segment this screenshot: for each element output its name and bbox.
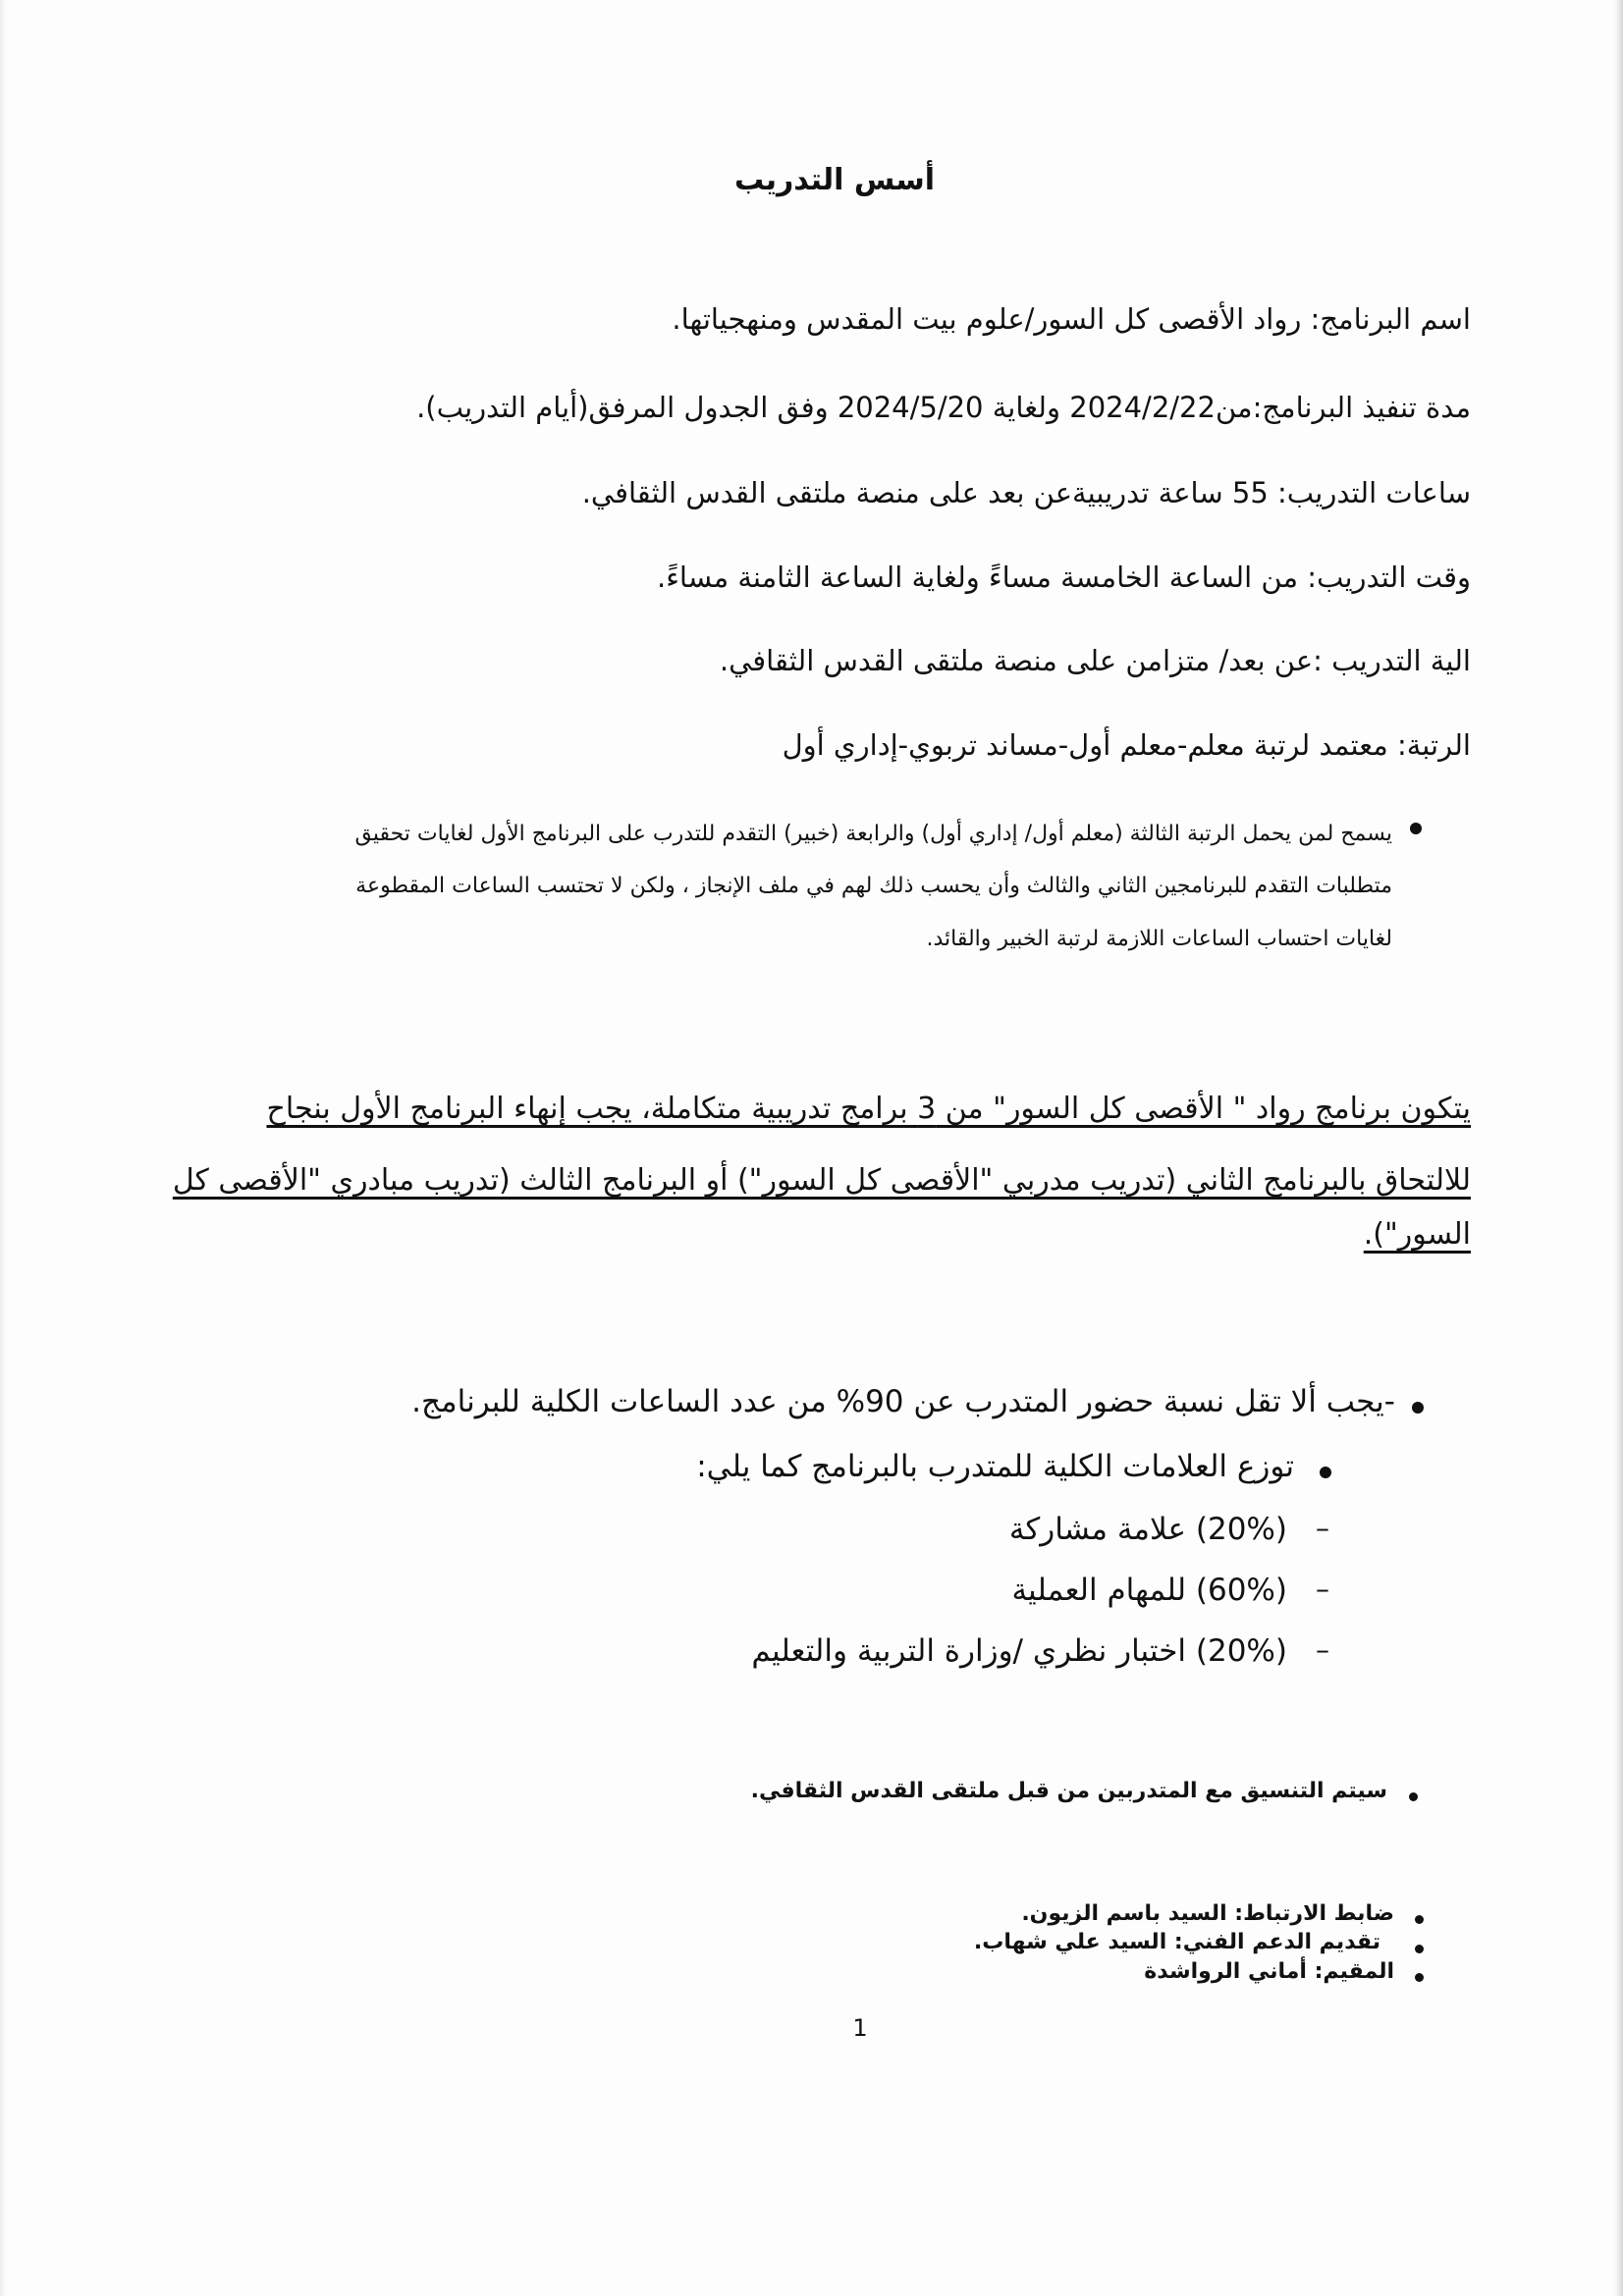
contact-bullet [1415,1973,1424,1982]
contact-evaluator: المقيم: أماني الرواشدة [1144,1959,1394,1984]
page-number: 1 [852,2014,868,2042]
program-duration: مدة تنفيذ البرنامج:من2024/2/22 ولغاية 2024/5/20 وفق الجدول المرفق(أيام التدريب). [416,391,1471,424]
rank-note-line: يسمح لمن يحمل الرتبة الثالثة (معلم أول/ إداري أول) والرابعة (خبير) التقدم للتدرب على البرنامج الأول لغايات تحقيق [354,822,1392,846]
training-time: وقت التدريب: من الساعة الخامسة مساءً ولغاية الساعة الثامنة مساءً. [657,561,1471,594]
training-hours: ساعات التدريب: 55 ساعة تدريبيةعن بعد على منصة ملتقى القدس الثقافي. [581,476,1471,509]
program-structure-line: السور"). [1363,1217,1471,1252]
grade-item-exam: (20%) اختبار نظري /وزارة التربية والتعليم [751,1633,1287,1669]
grade-dash: – [1316,1512,1329,1544]
program-name: اسم البرنامج: رواد الأقصى كل السور/علوم بيت المقدس ومنهجياتها. [672,302,1471,336]
grades-bullet [1320,1467,1331,1478]
attendance-requirement: -يجب ألا تقل نسبة حضور المتدرب عن 90% من عدد الساعات الكلية للبرنامج. [411,1384,1395,1419]
rank-line: الرتبة: معتمد لرتبة معلم-معلم أول-مساند تربوي-إداري أول [782,728,1471,762]
grade-dash: – [1316,1573,1329,1605]
rank-note-bullet [1410,823,1422,834]
coordination-note: سيتم التنسيق مع المتدربين من قبل ملتقى القدس الثقافي. [750,1779,1387,1803]
training-mechanism: الية التدريب :عن بعد/ متزامن على منصة ملتقى القدس الثقافي. [719,644,1471,677]
program-structure-line: يتكون برنامج رواد " الأقصى كل السور" من 3 برامج تدريبية متكاملة، يجب إنهاء البرنامج الأول بنجاح [266,1092,1471,1126]
contact-bullet [1415,1945,1424,1953]
grade-item-practical: (60%) للمهام العملية [1011,1573,1287,1608]
grade-dash: – [1316,1633,1329,1666]
coordination-bullet [1409,1792,1418,1801]
contact-technical-support: تقديم الدعم الفني: السيد علي شهاب. [973,1930,1380,1954]
scan-edge-left [0,0,6,2296]
attendance-bullet [1412,1402,1424,1414]
rank-note-line: لغايات احتساب الساعات اللازمة لرتبة الخبير والقائد. [926,927,1392,951]
rank-note-line: متطلبات التقدم للبرنامجين الثاني والثالث وأن يحسب ذلك لهم في ملف الإنجاز ، ولكن لا تحتسب الساعات المقطوعة [355,874,1392,898]
grade-item-participation: (20%) علامة مشاركة [1008,1512,1287,1547]
scan-edge-right [1613,0,1623,2296]
grades-intro: توزع العلامات الكلية للمتدرب بالبرنامج كما يلي: [696,1449,1294,1484]
program-structure-line: للالتحاق بالبرنامج الثاني (تدريب مدربي "الأقصى كل السور") أو البرنامج الثالث (تدريب مبادري "الأقصى كل [172,1163,1471,1198]
contact-bullet [1415,1915,1424,1924]
document-title: أسس التدريب [733,163,936,197]
contact-liaison-officer: ضابط الارتباط: السيد باسم الزيون. [1021,1901,1394,1926]
